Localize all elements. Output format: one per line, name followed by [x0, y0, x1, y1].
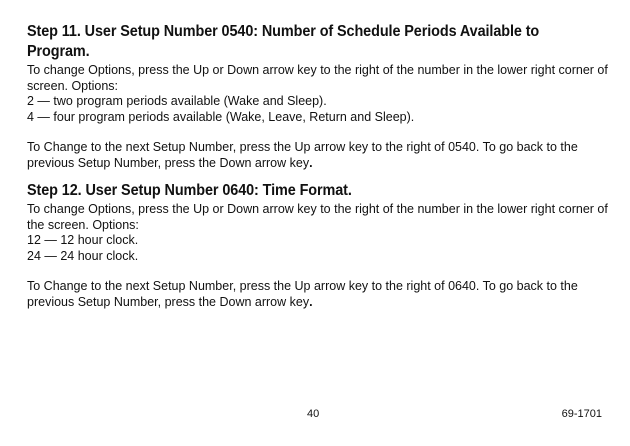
step-11-section — [27, 22, 612, 171]
step-11-title — [27, 22, 615, 62]
step-11-navigation-note — [27, 140, 612, 171]
step-12-navigation-period: . — [309, 294, 313, 309]
step-11-navigation-text: To Change to the next Setup Number, press the Up arrow key to the right of 0540. To go back to the previous Setup Number, press the Down arrow key — [27, 140, 578, 170]
step-11-title-line-1: Step 11. User Setup Number 0540: Number of Schedule Periods Available to — [27, 23, 540, 40]
step-12-intro — [27, 202, 612, 264]
step-12-option-24: 24 — 24 hour clock. — [27, 248, 139, 263]
step-12-option-12: 12 — 12 hour clock. — [27, 233, 139, 247]
step-12-navigation-text: To Change to the next Setup Number, press the Up arrow key to the right of 0640. To go back to the previous Setup Number, press the Down arrow key — [27, 279, 578, 309]
spacer — [27, 125, 612, 140]
step-12-title: Step 12. User Setup Number 0640: Time Format. — [27, 182, 352, 199]
document-page — [27, 22, 612, 310]
step-12-navigation-note — [27, 279, 612, 310]
step-12-section — [27, 181, 612, 310]
step-11-option-2: 2 — two program periods available (Wake and Sleep). — [27, 94, 327, 108]
step-11-option-4: 4 — four program periods available (Wake, Leave, Return and Sleep). — [27, 109, 415, 124]
step-11-intro-text: To change Options, press the Up or Down arrow key to the right of the number in the lower right corner of screen. Options: — [27, 63, 608, 93]
document-number: 69-1701 — [561, 408, 602, 420]
page-number: 40 — [307, 408, 320, 420]
step-11-title-line-2: Program. — [27, 43, 90, 60]
step-11-intro — [27, 63, 612, 125]
step-11-navigation-period: . — [309, 155, 313, 170]
spacer — [27, 264, 612, 279]
step-12-intro-text: To change Options, press the Up or Down arrow key to the right of the number in the lower right corner of the screen. Options: — [27, 202, 608, 232]
